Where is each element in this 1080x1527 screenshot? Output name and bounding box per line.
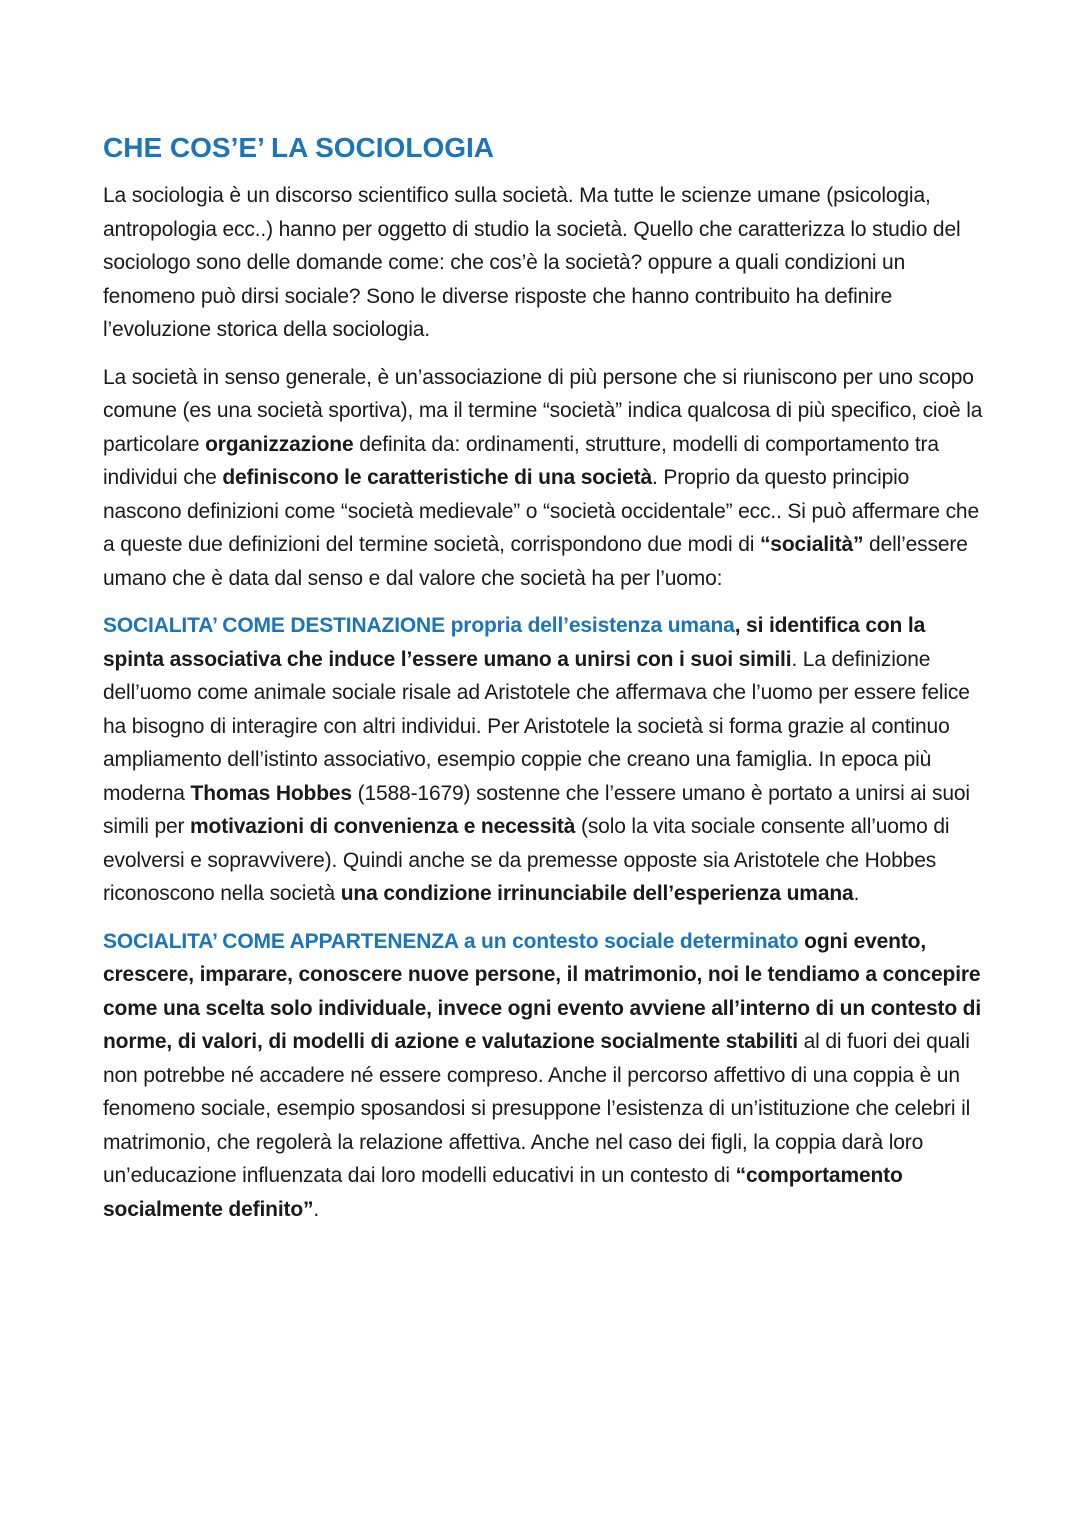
page-title: CHE COS’E’ LA SOCIOLOGIA	[103, 132, 495, 163]
bold-caratteristiche: definiscono le caratteristiche di una società	[222, 466, 653, 489]
paragraph-socialita-appartenenza	[103, 925, 987, 1227]
text-run: .	[313, 1197, 320, 1221]
bold-spinta-associativa: , si identifica con la spinta associativa che induce l’essere umano a unirsi con i suoi simili	[103, 614, 926, 671]
bold-comportamento: “comportamento socialmente definito”	[103, 1164, 903, 1221]
bold-motivazioni: motivazioni di convenienza e necessità	[190, 815, 576, 838]
text-run: . La definizione dell’uomo come animale sociale risale ad Aristotele che affermava che l’uomo per essere felice ha bisogno di interagire con altri individui. Per Aristotele la società si forma grazie al continuo ampliamento dell’istinto associativo, esempio coppie che creano una famiglia. In epoca più moderna	[103, 647, 970, 805]
bold-socialita: “socialità”	[759, 533, 864, 556]
section-heading-appartenenza: SOCIALITA’ COME APPARTENENZA	[103, 929, 459, 953]
text-run: (solo la vita sociale consente all’uomo di evolversi e sopravvivere). Quindi anche se da premesse opposte sia Aristotele che Hobbes riconoscono nella società	[103, 815, 950, 905]
text-run: definita da: ordinamenti, strutture, modelli di comportamento tra individui che	[103, 432, 939, 489]
section-subheading-appartenenza: a un contesto sociale determinato	[458, 929, 799, 953]
paragraph-intro: La sociologia è un discorso scientifico sulla società. Ma tutte le scienze umane (psicologia, antropologia ecc..) hanno per oggetto di studio la società. Quello che caratterizza lo studio del sociologo sono delle domande come: che cos’è la società? oppure a quali condizioni un fenomeno può dirsi sociale? Sono le diverse risposte che hanno contribuito ha definire l’evoluzione storica della sociologia.	[103, 184, 961, 341]
paragraph-society-definition	[103, 361, 987, 596]
section-subheading-destinazione: propria dell’esistenza umana	[444, 614, 735, 637]
text-run: dell’essere umano che è data dal senso e dal valore che società ha per l’uomo:	[103, 533, 968, 590]
text-run: . Proprio da questo principio nascono definizioni come “società medievale” o “società occidentale” ecc.. Si può affermare che a queste due definizioni del termine società, corrispondono due modi di	[103, 466, 979, 556]
bold-thomas-hobbes: Thomas Hobbes	[190, 781, 352, 805]
bold-organizzazione: organizzazione	[205, 432, 354, 456]
text-run: .	[853, 882, 860, 905]
bold-condizione-irrinunciabile: una condizione irrinunciabile dell’esperienza umana	[340, 882, 854, 905]
paragraph-socialita-destinazione	[103, 609, 987, 911]
document-page	[103, 126, 987, 1240]
section-heading-destinazione: SOCIALITA’ COME DESTINAZIONE	[103, 614, 445, 637]
text-run: La società in senso generale, è un’associazione di più persone che si riuniscono per uno scopo comune (es una società sportiva), ma il termine “società” indica qualcosa di più specifico, cioè la particolare	[103, 365, 983, 456]
text-run: (1588-1679) sostenne che l’essere umano è portato a unirsi ai suoi simili per	[103, 781, 970, 838]
bold-ogni-evento: ogni evento, crescere, imparare, conoscere nuove persone, il matrimonio, noi le tendiamo a concepire come una scelta solo individuale, invece ogni evento avviene all’interno di un contesto di norme, di valori, di modelli di azione e valutazione socialmente stabiliti	[103, 929, 982, 1053]
text-run: al di fuori dei quali non potrebbe né accadere né essere compreso. Anche il percorso affettivo di una coppia è un fenomeno sociale, esempio sposandosi si presuppone l’esistenza di un’istituzione che celebri il matrimonio, che regolerà la relazione affettiva. Anche nel caso dei figli, la coppia darà loro un’educazione influenzata dai loro modelli educativi in un contesto di	[103, 1030, 971, 1187]
